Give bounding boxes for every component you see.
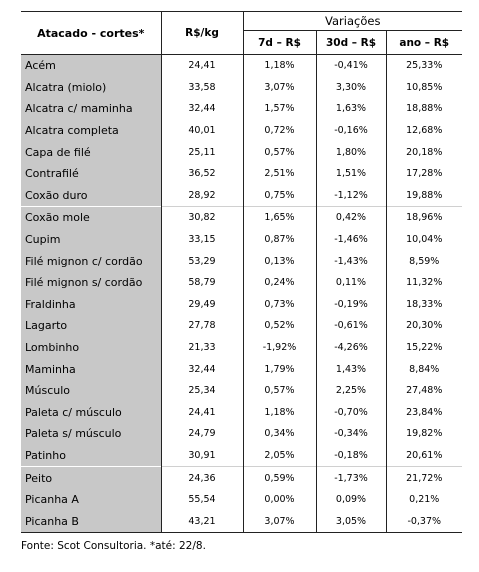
var-year-value: 18,33% (386, 294, 462, 316)
header-cut: Atacado - cortes* (21, 12, 161, 55)
header-7d: 7d – R$ (243, 31, 316, 55)
cut-name: Fraldinha (21, 294, 161, 316)
var-year-value: 20,30% (386, 315, 462, 337)
var-30d-value: -0,16% (316, 120, 386, 142)
var-30d-value: 1,51% (316, 163, 386, 185)
table-row (21, 77, 462, 99)
var-7d-value: 3,07% (243, 510, 316, 532)
var-30d-value: -0,18% (316, 445, 386, 467)
var-7d-value: 0,72% (243, 120, 316, 142)
table-row (21, 250, 462, 272)
var-30d-value: -1,12% (316, 185, 386, 207)
cut-name: Acém (21, 55, 161, 77)
table-row (21, 358, 462, 380)
cut-name: Paleta c/ músculo (21, 402, 161, 424)
var-30d-value: -0,34% (316, 423, 386, 445)
var-30d-value: 3,30% (316, 77, 386, 99)
var-year-value: 25,33% (386, 55, 462, 77)
var-year-value: 18,88% (386, 98, 462, 120)
price-value: 24,41 (161, 55, 243, 77)
source-note: Fonte: Scot Consultoria. *até: 22/8. (21, 540, 206, 552)
var-7d-value: 2,05% (243, 445, 316, 467)
var-7d-value: 0,13% (243, 250, 316, 272)
price-value: 25,11 (161, 141, 243, 163)
price-value: 28,92 (161, 185, 243, 207)
cut-name: Músculo (21, 380, 161, 402)
cut-name: Capa de filé (21, 141, 161, 163)
table-row (21, 55, 462, 77)
var-year-value: 20,18% (386, 141, 462, 163)
table-row (21, 98, 462, 120)
var-year-value: 10,85% (386, 77, 462, 99)
cut-name: Filé mignon c/ cordão (21, 250, 161, 272)
table-row (21, 510, 462, 532)
var-30d-value: -0,61% (316, 315, 386, 337)
var-year-value: 20,61% (386, 445, 462, 467)
price-value: 32,44 (161, 98, 243, 120)
price-value: 32,44 (161, 358, 243, 380)
var-30d-value: 0,42% (316, 207, 386, 229)
price-value: 58,79 (161, 272, 243, 294)
cut-name: Maminha (21, 358, 161, 380)
var-7d-value: 0,59% (243, 467, 316, 489)
var-30d-value: -0,41% (316, 55, 386, 77)
var-30d-value: 3,05% (316, 510, 386, 532)
var-year-value: 17,28% (386, 163, 462, 185)
cut-name: Coxão mole (21, 207, 161, 229)
table-row (21, 423, 462, 445)
price-value: 24,41 (161, 402, 243, 424)
var-7d-value: 1,57% (243, 98, 316, 120)
var-year-value: 21,72% (386, 467, 462, 489)
var-30d-value: -1,46% (316, 229, 386, 251)
price-value: 33,58 (161, 77, 243, 99)
header-30d: 30d – R$ (316, 31, 386, 55)
var-30d-value: 0,09% (316, 489, 386, 511)
var-7d-value: -1,92% (243, 337, 316, 359)
price-value: 21,33 (161, 337, 243, 359)
var-7d-value: 1,65% (243, 207, 316, 229)
price-value: 55,54 (161, 489, 243, 511)
var-7d-value: 1,79% (243, 358, 316, 380)
cut-name: Coxão duro (21, 185, 161, 207)
wholesale-beef-price-table (21, 11, 462, 533)
price-value: 43,21 (161, 510, 243, 532)
var-7d-value: 0,52% (243, 315, 316, 337)
var-year-value: 19,82% (386, 423, 462, 445)
var-7d-value: 3,07% (243, 77, 316, 99)
var-30d-value: -1,73% (316, 467, 386, 489)
table-row (21, 185, 462, 207)
price-value: 36,52 (161, 163, 243, 185)
var-30d-value: -0,70% (316, 402, 386, 424)
table-row (21, 207, 462, 229)
table-row (21, 445, 462, 467)
price-value: 25,34 (161, 380, 243, 402)
var-year-value: 23,84% (386, 402, 462, 424)
var-7d-value: 0,57% (243, 380, 316, 402)
var-7d-value: 0,24% (243, 272, 316, 294)
table-row (21, 337, 462, 359)
var-year-value: 10,04% (386, 229, 462, 251)
cut-name: Filé mignon s/ cordão (21, 272, 161, 294)
table-row (21, 120, 462, 142)
table-row (21, 163, 462, 185)
price-value: 40,01 (161, 120, 243, 142)
var-year-value: 8,59% (386, 250, 462, 272)
price-value: 29,49 (161, 294, 243, 316)
table-row (21, 380, 462, 402)
price-value: 33,15 (161, 229, 243, 251)
var-30d-value: 0,11% (316, 272, 386, 294)
var-year-value: 27,48% (386, 380, 462, 402)
var-7d-value: 0,34% (243, 423, 316, 445)
table-row (21, 467, 462, 489)
header-year: ano – R$ (386, 31, 462, 55)
var-year-value: 11,32% (386, 272, 462, 294)
var-7d-value: 1,18% (243, 402, 316, 424)
var-30d-value: 2,25% (316, 380, 386, 402)
var-30d-value: -4,26% (316, 337, 386, 359)
price-value: 30,82 (161, 207, 243, 229)
cut-name: Alcatra (miolo) (21, 77, 161, 99)
header-price: R$/kg (161, 12, 243, 55)
table-row (21, 315, 462, 337)
price-value: 24,36 (161, 467, 243, 489)
var-7d-value: 0,00% (243, 489, 316, 511)
cut-name: Paleta s/ músculo (21, 423, 161, 445)
cut-name: Picanha B (21, 510, 161, 532)
var-year-value: 18,96% (386, 207, 462, 229)
cut-name: Contrafilé (21, 163, 161, 185)
var-30d-value: -1,43% (316, 250, 386, 272)
var-year-value: 12,68% (386, 120, 462, 142)
cut-name: Peito (21, 467, 161, 489)
var-year-value: 8,84% (386, 358, 462, 380)
var-year-value: -0,37% (386, 510, 462, 532)
header-variations: Variações (243, 12, 462, 31)
cut-name: Cupim (21, 229, 161, 251)
var-7d-value: 0,75% (243, 185, 316, 207)
var-7d-value: 2,51% (243, 163, 316, 185)
price-table-container (21, 11, 462, 533)
var-30d-value: -0,19% (316, 294, 386, 316)
table-row (21, 229, 462, 251)
price-value: 30,91 (161, 445, 243, 467)
cut-name: Alcatra c/ maminha (21, 98, 161, 120)
cut-name: Alcatra completa (21, 120, 161, 142)
var-30d-value: 1,43% (316, 358, 386, 380)
var-7d-value: 0,57% (243, 141, 316, 163)
var-year-value: 0,21% (386, 489, 462, 511)
cut-name: Lagarto (21, 315, 161, 337)
var-7d-value: 1,18% (243, 55, 316, 77)
cut-name: Patinho (21, 445, 161, 467)
table-body (21, 55, 462, 533)
var-7d-value: 0,87% (243, 229, 316, 251)
var-year-value: 15,22% (386, 337, 462, 359)
var-7d-value: 0,73% (243, 294, 316, 316)
var-year-value: 19,88% (386, 185, 462, 207)
price-value: 53,29 (161, 250, 243, 272)
var-30d-value: 1,80% (316, 141, 386, 163)
cut-name: Lombinho (21, 337, 161, 359)
cut-name: Picanha A (21, 489, 161, 511)
var-30d-value: 1,63% (316, 98, 386, 120)
table-row (21, 294, 462, 316)
table-row (21, 141, 462, 163)
price-value: 24,79 (161, 423, 243, 445)
table-row (21, 272, 462, 294)
table-row (21, 402, 462, 424)
price-value: 27,78 (161, 315, 243, 337)
table-row (21, 489, 462, 511)
